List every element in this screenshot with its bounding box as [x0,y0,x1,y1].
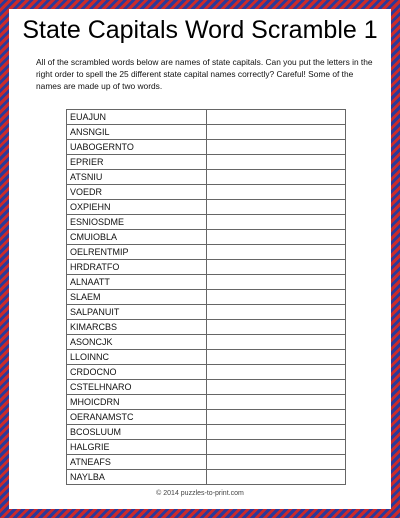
instructions-text: All of the scrambled words below are names of state capitals. Can you put the letters in the right order to spell the 25 different state capital names correctly? Careful! Some of the names are made up of two words. [36,57,373,91]
table-row [67,125,346,140]
answer-cell[interactable] [206,470,345,485]
answer-cell[interactable] [206,350,345,365]
scrambled-word: NAYLBA [67,470,207,485]
table-row [67,410,346,425]
table-row [67,380,346,395]
scrambled-word: ALNAATT [67,275,207,290]
answer-cell[interactable] [206,290,345,305]
table-row [67,155,346,170]
table-row [67,230,346,245]
table-row [67,305,346,320]
worksheet-page [9,9,391,509]
table-row [67,290,346,305]
answer-cell[interactable] [206,110,345,125]
answer-cell[interactable] [206,185,345,200]
answer-cell[interactable] [206,260,345,275]
table-row [67,260,346,275]
table-row [67,350,346,365]
scrambled-word: CRDOCNO [67,365,207,380]
scrambled-word: ASONCJK [67,335,207,350]
scrambled-word: ANSNGIL [67,125,207,140]
scrambled-word: EUAJUN [67,110,207,125]
table-row [67,395,346,410]
answer-cell[interactable] [206,245,345,260]
table-row [67,470,346,485]
answer-cell[interactable] [206,335,345,350]
table-row [67,425,346,440]
scrambled-word: ESNIOSDME [67,215,207,230]
table-row [67,365,346,380]
table-row [67,140,346,155]
table-row [67,335,346,350]
table-row [67,170,346,185]
answer-cell[interactable] [206,200,345,215]
answer-cell[interactable] [206,155,345,170]
scrambled-word: HALGRIE [67,440,207,455]
scrambled-word: HRDRATFO [67,260,207,275]
scrambled-word: UABOGERNTO [67,140,207,155]
scrambled-word: SALPANUIT [67,305,207,320]
answer-cell[interactable] [206,410,345,425]
scrambled-word: OELRENTMIP [67,245,207,260]
table-row [67,245,346,260]
answer-cell[interactable] [206,365,345,380]
scrambled-word: CSTELHNARO [67,380,207,395]
answer-cell[interactable] [206,425,345,440]
scrambled-word: SLAEM [67,290,207,305]
answer-cell[interactable] [206,380,345,395]
answer-cell[interactable] [206,395,345,410]
answer-cell[interactable] [206,230,345,245]
copyright-footer: © 2014 puzzles-to-print.com [156,490,244,497]
page-title: State Capitals Word Scramble 1 [22,16,378,44]
scramble-table [66,109,346,485]
scrambled-word: MHOICDRN [67,395,207,410]
answer-cell[interactable] [206,455,345,470]
table-row [67,200,346,215]
table-row [67,185,346,200]
table-row [67,110,346,125]
answer-cell[interactable] [206,125,345,140]
scrambled-word: KIMARCBS [67,320,207,335]
scrambled-word: ATNEAFS [67,455,207,470]
answer-cell[interactable] [206,440,345,455]
table-row [67,215,346,230]
answer-cell[interactable] [206,275,345,290]
scrambled-word: ATSNIU [67,170,207,185]
answer-cell[interactable] [206,320,345,335]
answer-cell[interactable] [206,170,345,185]
scrambled-word: CMUIOBLA [67,230,207,245]
scrambled-word: OXPIEHN [67,200,207,215]
answer-cell[interactable] [206,305,345,320]
answer-cell[interactable] [206,140,345,155]
table-row [67,320,346,335]
scrambled-word: VOEDR [67,185,207,200]
scrambled-word: OERANAMSTC [67,410,207,425]
table-row [67,455,346,470]
scrambled-word: EPRIER [67,155,207,170]
answer-cell[interactable] [206,215,345,230]
table-row [67,440,346,455]
table-row [67,275,346,290]
scrambled-word: LLOINNC [67,350,207,365]
scrambled-word: BCOSLUUM [67,425,207,440]
